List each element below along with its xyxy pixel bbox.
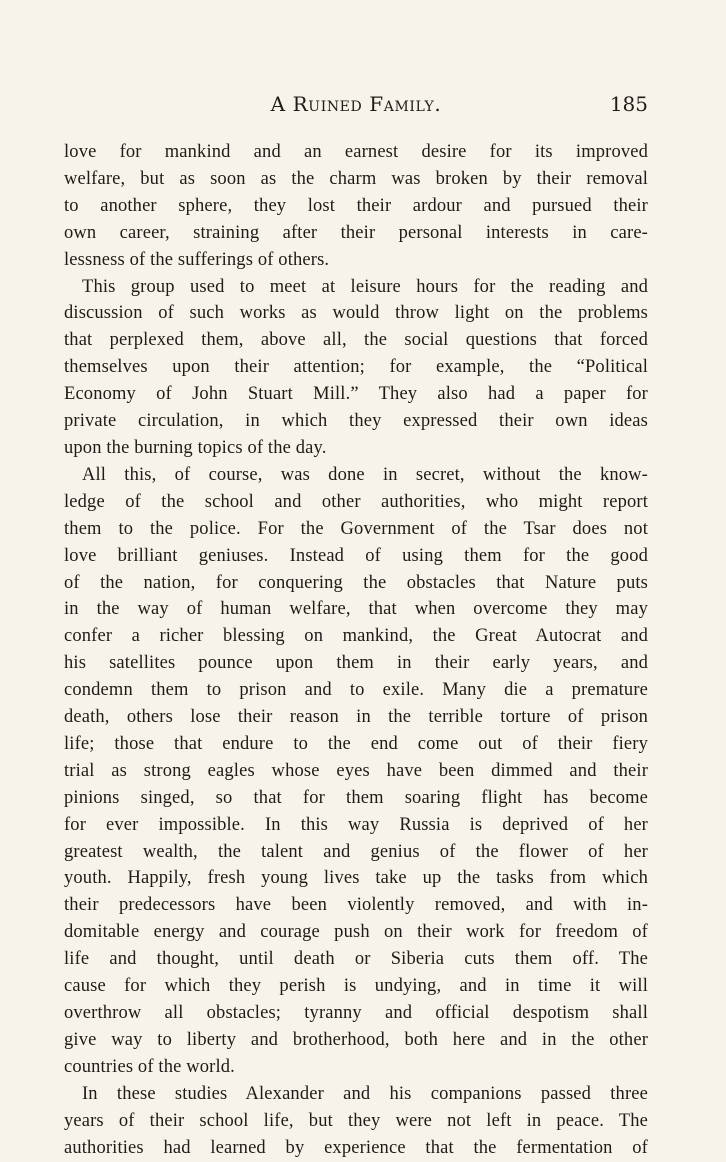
text-line: Economy of John Stuart Mill.” They also had a paper for [64,384,648,405]
text-line: for ever impossible. In this way Russia is deprived of her [64,814,648,835]
text-line: In these studies Alexander and his companions passed three [82,1083,648,1104]
text-line: discussion of such works as would throw light on the problems [64,303,648,324]
running-title: A Ruined Family. [270,92,442,116]
text-line: welfare, but as soon as the charm was broken by their removal [64,168,648,189]
text-line: death, others lose their reason in the terrible torture of prison [64,707,648,728]
text-line: overthrow all obstacles; tyranny and official despotism shall [64,1003,648,1023]
text-line: upon the burning topics of the day. [64,437,327,458]
text-line: life; those that endure to the end come out of their fiery [64,733,648,754]
text-line: life and thought, until death or Siberia cuts them off. The [64,949,648,970]
text-line: of the nation, for conquering the obstacles that Nature puts [64,572,648,593]
text-line: ledge of the school and other authorities, who might report [64,491,648,512]
text-line: years of their school life, but they were not left in peace. The [64,1110,648,1131]
text-line: domitable energy and courage push on their work for freedom of [64,922,648,943]
text-line: own career, straining after their personal interests in care- [64,222,648,243]
text-line: to another sphere, they lost their ardour and pursued their [64,195,648,216]
text-line: private circulation, in which they expressed their own ideas [64,411,648,432]
text-line: them to the police. For the Government of the Tsar does not [64,518,648,539]
text-line: that perplexed them, above all, the social questions that forced [64,330,648,351]
text-line: confer a richer blessing on mankind, the Great Autocrat and [64,626,648,647]
text-line: youth. Happily, fresh young lives take up the tasks from which [64,868,648,889]
text-line: countries of the world. [64,1056,235,1077]
text-line: condemn them to prison and to exile. Many die a premature [64,680,648,701]
body-text [64,139,648,1161]
text-line: authorities had learned by experience that the fermentation of [64,1137,648,1158]
text-line: lessness of the sufferings of others. [64,249,330,270]
text-line: All this, of course, was done in secret, without the know- [82,464,648,485]
text-line: cause for which they perish is undying, and in time it will [64,976,648,997]
text-line: This group used to meet at leisure hours for the reading and [82,276,648,297]
text-line: greatest wealth, the talent and genius of the flower of her [64,841,648,862]
text-line: his satellites pounce upon them in their early years, and [64,653,648,674]
text-line: their predecessors have been violently removed, and with in- [64,895,648,916]
text-line: trial as strong eagles whose eyes have been dimmed and their [64,760,648,781]
page-header [64,92,648,122]
text-line: love for mankind and an earnest desire for its improved [64,142,648,162]
text-line: pinions singed, so that for them soaring flight has become [64,787,648,808]
text-line: themselves upon their attention; for example, the “Political [64,357,648,378]
text-line: give way to liberty and brotherhood, both here and in the other [64,1029,648,1050]
text-line: in the way of human welfare, that when overcome they may [64,599,648,620]
text-line: love brilliant geniuses. Instead of using them for the good [64,545,648,566]
page-number: 185 [609,92,648,116]
